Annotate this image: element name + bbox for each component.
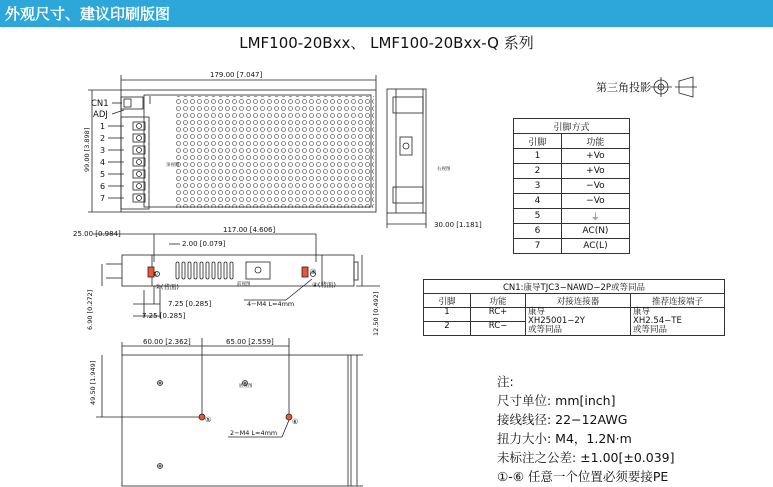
dim-725a: 7.25 [0.285] [168,300,212,308]
pin-label: 2 [100,134,106,143]
vent-slot [212,262,215,279]
func-cell: RC+ [471,308,526,322]
func-cell: RC− [471,322,526,336]
screw-head [137,184,142,189]
cn1-table-header: 对接连接器 [526,294,631,308]
dim-690: 6.90 [0.272] [86,289,94,330]
terminal-cell: 康导 XH2.54−TE 或等同品 [631,308,725,336]
note-line: 接线线径: 22−12AWG [497,412,628,427]
pin-cell: 2 [514,164,562,179]
vent-slot [230,262,233,279]
side-depth-dim: 30.00 [1.181] [434,221,482,229]
pin-label: 5 [100,170,106,179]
pin-cell: 1 [424,308,471,322]
notes-title: 注: [497,374,514,389]
dim-1250: 12.50 [0.492] [372,291,380,336]
func-cell: AC(L) [561,239,629,254]
table-row [514,239,630,254]
screw-head [137,160,142,165]
mark-4-back: ④(背面) [312,281,336,289]
mating-connector-cell: 康导 XH25001−2Y 或等同品 [526,308,631,336]
projection-label: 第三角投影 [596,81,651,94]
pin-table [513,118,630,254]
mark-1: ① [153,271,159,278]
note-line: ①-⑥ 任意一个位置必须要接PE [497,469,669,484]
table-row [424,308,725,322]
cn1-table [423,279,725,336]
vent-slots [176,262,233,279]
side-face-label: 右视图 [437,167,451,172]
top-face-label: 顶视图 [166,163,180,168]
mark-3: ③ [310,268,317,276]
bottom-m4-label: 2−M4 L=4mm [230,429,278,437]
dim-725b: 7.25 [0.285] [142,312,186,320]
cn1-table-caption: CN1:康导TJC3−NAWD−2P或等同品 [424,280,725,294]
dim-4950: 49.50 [1.949] [89,360,97,405]
pin-table-header: 功能 [561,134,629,149]
header-title: 外观尺寸、建议印刷版图 [5,5,171,23]
screw-head [137,172,142,177]
top-width-dim: 179.00 [7.047] [210,71,263,79]
table-row [514,224,630,239]
func-cell: +Vo [561,164,629,179]
pin-cell: 4 [514,194,562,209]
dim-25: 25.00 [0.984] [73,230,121,238]
cn1-table-header: 引脚 [424,294,471,308]
screw-head [137,136,142,141]
cn1-label: CN1 [91,99,109,109]
pin-cell: 1 [514,149,562,164]
mark-2-back: ②(背面) [155,283,179,291]
dim-65: 65.00 [2.559] [226,338,274,346]
pin-cell: 5 [514,209,562,224]
pin-labels [100,122,124,203]
func-cell: −Vo [561,194,629,209]
vent-slot [224,262,227,279]
ground-icon: ⏚ [561,209,629,224]
pin-label: 1 [100,122,106,131]
vent-slot [194,262,197,279]
third-angle-projection-icon [650,77,697,97]
notes [497,372,675,486]
top-view [83,71,376,212]
doc-title: LMF100-20Bxx、 LMF100-20Bxx-Q 系列 [239,34,534,52]
dim-117: 117.00 [4.606] [223,226,276,234]
note-line: 尺寸单位: mm[inch] [497,393,616,408]
mark-5: ⑤ [205,416,212,424]
top-height-dim: 99.00 [3.898] [83,127,91,172]
table-row [514,194,630,209]
table-row [514,209,630,224]
pin-label: 3 [100,146,106,155]
side-view [387,89,482,229]
screw-head [137,124,142,129]
bottom-face-label: 底视图 [239,384,253,389]
mark-6: ⑥ [292,418,299,426]
vent-slot [206,262,209,279]
cn1-table-header: 推荐连接端子 [631,294,725,308]
vent-holes [176,96,374,208]
vent-slot [176,262,179,279]
pin-cell: 6 [514,224,562,239]
vent-slot [188,262,191,279]
vent-slot [182,262,185,279]
pin-label: 6 [100,182,106,191]
terminal-screws [133,122,145,202]
pin-label: 4 [100,158,106,167]
func-cell: +Vo [561,149,629,164]
adj-label: ADJ [93,110,108,120]
note-line: 未标注之公差: ±1.00[±0.039] [497,450,675,465]
front-view [73,226,380,336]
table-row [514,164,630,179]
dim-60: 60.00 [2.362] [143,338,191,346]
pin-cell: 2 [424,322,471,336]
func-cell: −Vo [561,179,629,194]
table-row [514,179,630,194]
front-m4-label: 4−M4 L=4mm [247,300,295,308]
pin-label: 7 [100,194,106,203]
dim-2: 2.00 [0.079] [182,240,226,248]
bottom-view [89,338,363,486]
screw-head [137,148,142,153]
pin-cell: 7 [514,239,562,254]
vent-slot [218,262,221,279]
front-face-label: 前视图 [237,282,251,287]
screw-head [137,196,142,201]
cn1-table-header: 功能 [471,294,526,308]
func-cell: AC(N) [561,224,629,239]
vent-slot [200,262,203,279]
pin-table-caption: 引脚方式 [514,119,630,134]
pin-table-header: 引脚 [514,134,562,149]
note-line: 扭力大小: M4，1.2N·m [497,431,632,446]
table-row [514,149,630,164]
pin-cell: 3 [514,179,562,194]
